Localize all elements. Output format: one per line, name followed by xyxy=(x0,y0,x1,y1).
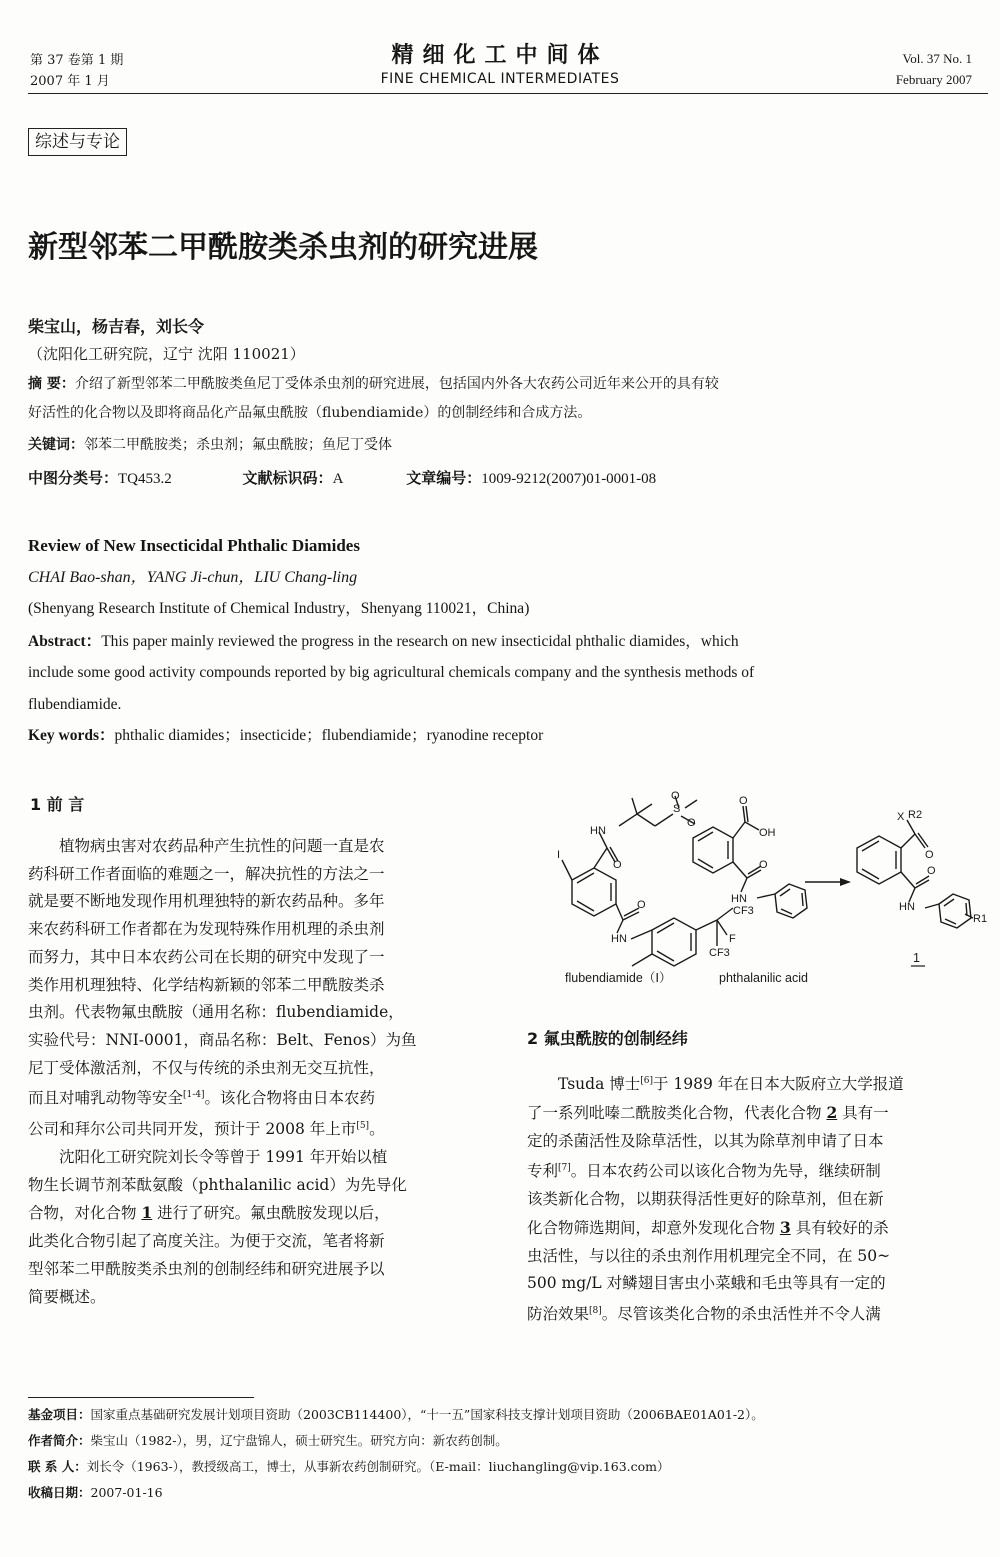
atom-label: CF3 xyxy=(733,905,754,917)
english-keywords-text: phthalic diamides；insecticide；flubendiamide；ryanodine receptor xyxy=(114,727,544,744)
s1-line: 虫剂。代表物氟虫酰胺（通用名称：flubendiamide， xyxy=(28,1003,404,1022)
atom-label: O xyxy=(927,865,936,877)
atom-label: F xyxy=(729,933,736,945)
atom-label: HN xyxy=(899,901,915,913)
s2-line: 500 mg/L 对鳞翅目害虫小菜蛾和毛虫等具有一定的 xyxy=(527,1274,886,1293)
s2-text: 。尽管该类化合物的杀虫活性并不令人满 xyxy=(601,1305,881,1324)
s1-text: 公司和拜尔公司共同开发，预计于 2008 年上市 xyxy=(28,1120,357,1139)
keywords-cn-label: 关键词： xyxy=(28,437,84,453)
citation: [1-4] xyxy=(183,1090,205,1101)
footnote-contact xyxy=(28,1456,986,1478)
english-authors: CHAI Bao-shan，YANG Ji-chun，LIU Chang-ling xyxy=(28,569,358,586)
english-abstract-text1: This paper mainly reviewed the progress in the research on new insecticidal phthalic diamides，which xyxy=(101,633,739,650)
footnote-label: 收稿日期： xyxy=(28,1485,91,1500)
footnote-text: 刘长令（1963-），教授级高工，博士，从事新农药创制研究。（E-mail：liuchangling@vip.163.com） xyxy=(86,1459,670,1474)
english-title: Review of New Insecticidal Phthalic Diamides xyxy=(28,536,360,555)
s1-line: 类作用机理独特、化学结构新颖的邻苯二甲酰胺类杀 xyxy=(28,975,385,994)
clc-value: TQ453.2 xyxy=(118,471,172,487)
atom-label: CF3 xyxy=(709,947,730,959)
section1-heading: 1 前 言 xyxy=(30,795,85,814)
header-rule xyxy=(28,93,988,94)
s1-text: 。该化合物将由日本农药 xyxy=(204,1089,376,1108)
s2-line: 虫活性，与以往的杀虫剂作用机理完全不同，在 50~ xyxy=(527,1246,891,1265)
issue-info-en xyxy=(896,48,972,90)
s2-line xyxy=(527,1214,985,1243)
english-abstract-text3: flubendiamide. xyxy=(28,696,122,713)
s1-line: 物生长调节剂苯酞氨酸（phthalanilic acid）为先导化 xyxy=(28,1175,407,1194)
citation: [7] xyxy=(558,1163,571,1174)
article-title: 新型邻苯二甲酰胺类杀虫剂的研究进展 xyxy=(28,230,538,265)
volume-issue-cn: 第 37 卷第 1 期 xyxy=(30,53,124,68)
citation: [8] xyxy=(589,1305,602,1316)
atom-label: OH xyxy=(759,827,776,839)
benzene-ring xyxy=(572,868,616,916)
s2-text: 于 1989 年在日本大阪府立大学报道 xyxy=(653,1075,904,1094)
s2-text: 专利 xyxy=(527,1162,559,1181)
s1-text: 而且对哺乳动物等安全 xyxy=(28,1089,184,1108)
atom-label: O xyxy=(671,790,680,802)
atom-label: R1 xyxy=(973,913,988,925)
s2-line xyxy=(527,1298,985,1329)
s1-line: 植物病虫害对农药品种产生抗性的问题一直是农 xyxy=(59,837,385,855)
atom-label: R2 xyxy=(908,809,923,821)
atom-label: O xyxy=(925,849,934,861)
s2-text: 具有较好的杀 xyxy=(790,1218,889,1237)
affiliation-cn: （沈阳化工研究院，辽宁 沈阳 110021） xyxy=(28,345,305,363)
compound-ref: 3 xyxy=(779,1217,791,1237)
abstract-cn-label: 摘 要： xyxy=(28,376,75,392)
s1-line: 尼丁受体激活剂，不仅与传统的杀虫剂无交互抗性， xyxy=(28,1058,385,1077)
footnote-funding xyxy=(28,1404,986,1426)
s2-line: 该类新化合物，以期获得活性更好的除草剂，但在新 xyxy=(527,1190,884,1209)
article-no-label: 文章编号： xyxy=(406,469,482,487)
footnote-label: 联 系 人： xyxy=(28,1459,87,1474)
s1-line: 沈阳化工研究院刘长令等曾于 1991 年开始以植 xyxy=(59,1148,388,1167)
footnote-text: 2007-01-16 xyxy=(90,1485,163,1500)
footnote-rule xyxy=(28,1397,254,1398)
footnote-label: 作者简介： xyxy=(28,1433,91,1448)
atom-label: O xyxy=(613,859,622,871)
atom-label: O xyxy=(637,899,646,911)
journal-title-cn: 精细化工中间体 xyxy=(391,43,609,68)
caption-flubendiamide: flubendiamide（Ⅰ） xyxy=(565,971,672,985)
doc-code-value: A xyxy=(332,471,344,487)
s1-text: 进行了研究。氟虫酰胺发现以后， xyxy=(152,1204,390,1223)
s2-text: 防治效果 xyxy=(527,1305,590,1324)
s1-line: 实验代号：NNI-0001，商品名称：Belt、Fenos）为鱼 xyxy=(28,1030,417,1049)
s1-line: 简要概述。 xyxy=(28,1287,106,1306)
s2-line xyxy=(527,1099,985,1128)
english-abstract-label: Abstract： xyxy=(28,633,102,650)
abstract-cn-text1: 介绍了新型邻苯二甲酰胺类鱼尼丁受体杀虫剂的研究进展，包括国内外各大农药公司近年来公开的具有较 xyxy=(74,376,719,392)
caption-phthalanilic-acid: phthalanilic acid xyxy=(719,971,808,985)
classification-line xyxy=(28,465,986,492)
caption-compound-1: 1 xyxy=(913,951,920,965)
s2-line xyxy=(527,1155,985,1186)
volume-issue-en: Vol. 37 No. 1 xyxy=(902,51,972,66)
s1-line: 型邻苯二甲酰胺类杀虫剂的创制经纬和研究进展予以 xyxy=(28,1259,385,1278)
s2-text: Tsuda 博士 xyxy=(558,1075,641,1094)
atom-label: HN xyxy=(590,825,606,837)
english-affiliation: (Shenyang Research Institute of Chemical Industry，Shenyang 110021，China) xyxy=(28,600,530,617)
s1-text: 合物，对化合物 xyxy=(28,1204,142,1223)
s1-line: 而努力，其中日本农药公司在长期的研究中发现了一 xyxy=(28,947,385,966)
s2-text: 具有一 xyxy=(837,1103,889,1122)
s2-line: 定的杀菌活性及除草活性，以其为除草剂申请了日本 xyxy=(527,1131,884,1150)
s1-line xyxy=(28,1113,486,1144)
english-keywords xyxy=(28,720,986,751)
atom-label: O xyxy=(759,859,768,871)
footnote-text: 国家重点基础研究发展计划项目资助（2003CB114400），“十一五”国家科技支撑计划项目资助（2006BAE01A01-2）。 xyxy=(90,1407,764,1422)
footnote-received xyxy=(28,1482,986,1504)
s2-text: 。日本农药公司以该化合物为先导，继续研制 xyxy=(570,1162,881,1181)
s1-line: 药科研工作者面临的难题之一，解决抗性的方法之一 xyxy=(28,864,385,883)
english-abstract-line1 xyxy=(28,626,986,657)
s1-text: 。 xyxy=(369,1120,385,1139)
footnote-author xyxy=(28,1430,986,1452)
journal-title-en: FINE CHEMICAL INTERMEDIATES xyxy=(380,71,620,87)
date-cn: 2007 年 1 月 xyxy=(30,74,110,89)
compound-ref: 2 xyxy=(826,1102,838,1122)
atom-label: O xyxy=(687,817,696,829)
atom-label: S xyxy=(673,803,681,815)
english-keywords-label: Key words： xyxy=(28,727,115,744)
english-abstract-text2: include some good activity compounds reported by big agricultural chemicals company and the synthesis methods of xyxy=(28,664,755,681)
anilide-ring xyxy=(652,918,696,966)
footnote-text: 柴宝山（1982-），男，辽宁盘锦人，硕士研究生。研究方向：新农药创制。 xyxy=(90,1433,508,1448)
section1-body xyxy=(28,833,486,1311)
abstract-cn-text2: 好活性的化合物以及即将商品化产品氟虫酰胺（flubendiamide）的创制经纬和合成方法。 xyxy=(28,405,592,421)
authors-cn: 柴宝山，杨吉春，刘长令 xyxy=(28,317,205,336)
s2-line xyxy=(527,1068,985,1099)
s1-line xyxy=(28,1199,486,1228)
benzene-ring xyxy=(693,827,733,873)
atom-label: X xyxy=(897,811,905,823)
atom-label: HN xyxy=(611,933,627,945)
s1-line: 来农药科研工作者都在为发现特殊作用机理的杀虫剂 xyxy=(28,920,385,939)
abstract-cn-line1 xyxy=(28,371,986,397)
clc-label: 中图分类号： xyxy=(28,469,119,487)
section2-body xyxy=(527,1068,985,1329)
atom-label: I xyxy=(557,849,561,861)
citation: [5] xyxy=(356,1121,370,1132)
compound-ref: 1 xyxy=(141,1203,153,1223)
s1-line: 此类化合物引起了高度关注。为便于交流，笔者将新 xyxy=(28,1232,385,1251)
atom-label: HN xyxy=(731,893,747,905)
reaction-arrow-icon xyxy=(840,878,851,886)
article-no-value: 1009-9212(2007)01-0001-08 xyxy=(481,471,657,487)
keywords-cn-text: 邻苯二甲酰胺类；杀虫剂；氟虫酰胺；鱼尼丁受体 xyxy=(84,437,392,453)
s1-line xyxy=(28,1082,486,1113)
doc-code-label: 文献标识码： xyxy=(242,469,333,487)
journal-name xyxy=(0,38,1000,87)
s2-text: 了一系列吡嗪二酰胺类化合物，代表化合物 xyxy=(527,1103,827,1122)
atom-label: O xyxy=(739,795,748,807)
keywords-cn xyxy=(28,432,986,458)
s2-text: 化合物筛选期间，却意外发现化合物 xyxy=(527,1218,780,1237)
footnote-label: 基金项目： xyxy=(28,1407,91,1422)
s1-line: 就是要不断地发现作用机理独特的新农药品种。多年 xyxy=(28,892,385,911)
chemical-structures-figure xyxy=(527,790,989,990)
date-en: February 2007 xyxy=(895,72,972,87)
column-tag: 综述与专论 xyxy=(28,128,127,156)
citation: [6] xyxy=(640,1076,653,1086)
benzene-ring xyxy=(857,836,901,884)
section2-heading: 2 氟虫酰胺的创制经纬 xyxy=(527,1029,688,1048)
